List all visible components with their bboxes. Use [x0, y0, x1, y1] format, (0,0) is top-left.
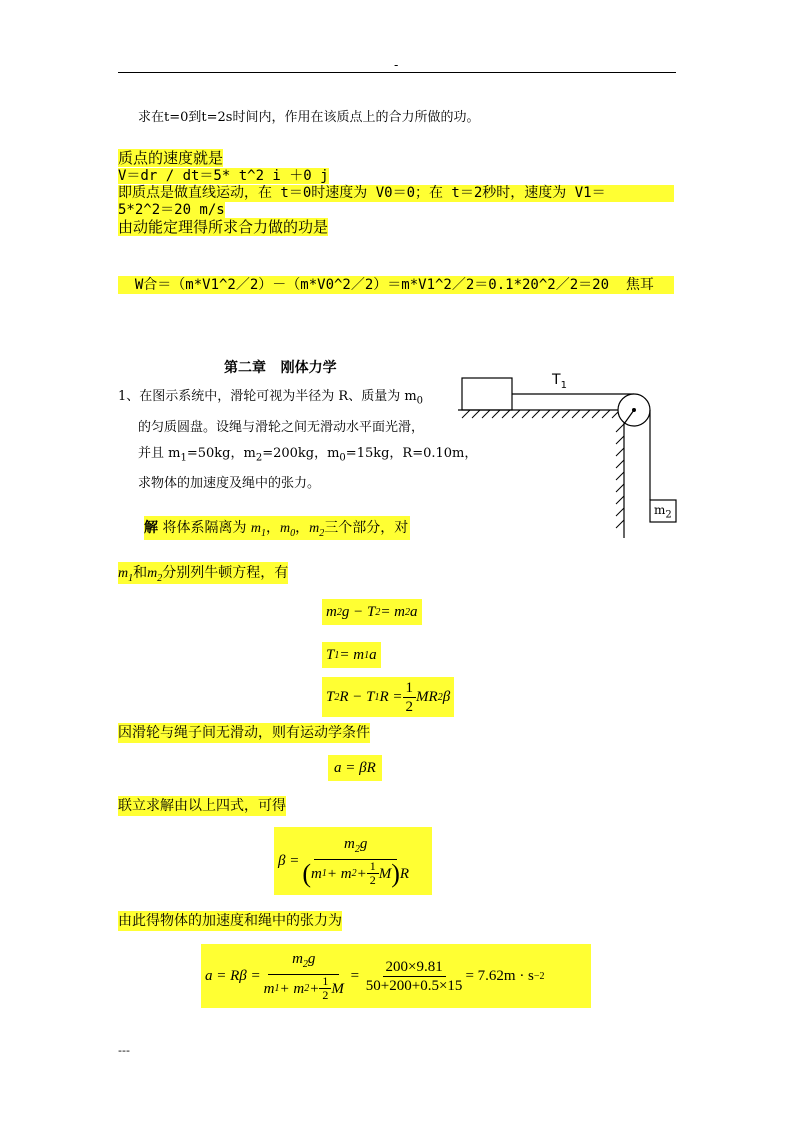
block-m1: [462, 378, 512, 410]
answer1-line2: V＝dr / dt＝5* t^2 i ＋0 j: [118, 168, 329, 184]
answer1-line3: 即质点是做直线运动，在 t＝0时速度为 V0＝0；在 t＝2秒时，速度为 V1＝: [118, 185, 674, 202]
problem-statement: [118, 384, 477, 497]
equation-1: m 2 g − T 2 = m 2 a: [322, 599, 422, 625]
table-hatching: [462, 410, 620, 418]
footer-mark: ---: [118, 1044, 130, 1057]
tension-label: $T_1$: [552, 372, 567, 391]
problem-line4: 求物体的加速度及绳中的张力。: [138, 476, 321, 492]
pulley-diagram: [458, 368, 678, 540]
answer1-line4: 5*2^2＝20 m/s: [118, 202, 225, 218]
solve-text: 联立求解由以上四式，可得: [118, 798, 286, 814]
problem-line1: 1、在图示系统中，滑轮可视为半径为 R、质量为 m: [118, 389, 417, 404]
acceleration-equation: a = Rβ = $m_2g$ m 1 + m 2 + $\frac{1}{2}$ M = $\frac{200\times 9.81}{50+200+0.5\times 15}$ = 7.62m · s −2: [201, 944, 591, 1008]
mass-m2-label: $m_2$: [654, 503, 672, 521]
problem-line1-sub: 0: [416, 395, 424, 407]
equation-2: T 1 = m 1 a: [322, 642, 381, 668]
kinematic-condition-equation: a = βR: [328, 755, 382, 781]
equation-3: T 2 R − T 1 R = $\frac{1}{2}$ MR 2 β: [322, 677, 454, 717]
wall-hatching: [616, 424, 624, 528]
solution-line2: $m_1$和$m_2$分别列牛顿方程，有: [118, 562, 288, 584]
answer1-block: [118, 150, 676, 237]
answer1-line1: 质点的速度就是: [118, 149, 224, 167]
solution-line1: 解 将体系隔离为 $m_1$，$m_0$，$m_2$三个部分，对: [144, 516, 410, 540]
intro-text: 求在t=0到t=2s时间内，作用在该质点上的合力所做的功。: [138, 110, 480, 125]
answer1-work-equation: W合＝（m*V1^2／2）－（m*V0^2／2）＝m*V1^2／2＝0.1*20^2／2＝20 焦耳: [118, 276, 674, 294]
result-text: 由此得物体的加速度和绳中的张力为: [118, 913, 342, 929]
solution-jie: 解: [144, 520, 158, 536]
header-rule: [118, 72, 676, 73]
kinematic-condition-text: 因滑轮与绳子间无滑动，则有运动学条件: [118, 725, 370, 741]
problem-line2: 的匀质圆盘。设绳与滑轮之间无滑动水平面光滑，: [138, 419, 425, 435]
answer1-line5: 由动能定理得所求合力做的功是: [118, 218, 329, 236]
problem-line3: 并且 $m_1=50kg$，$m_2=200kg$，$m_0=15kg$，R=0.10m，: [138, 445, 478, 464]
beta-equation: β = $m_2g$ ( m 1 + m 2 + $\frac{1}{2}$ M ) R: [274, 827, 432, 895]
header-mark: -: [394, 58, 399, 72]
chapter-title: 第二章 刚体力学: [224, 360, 337, 376]
